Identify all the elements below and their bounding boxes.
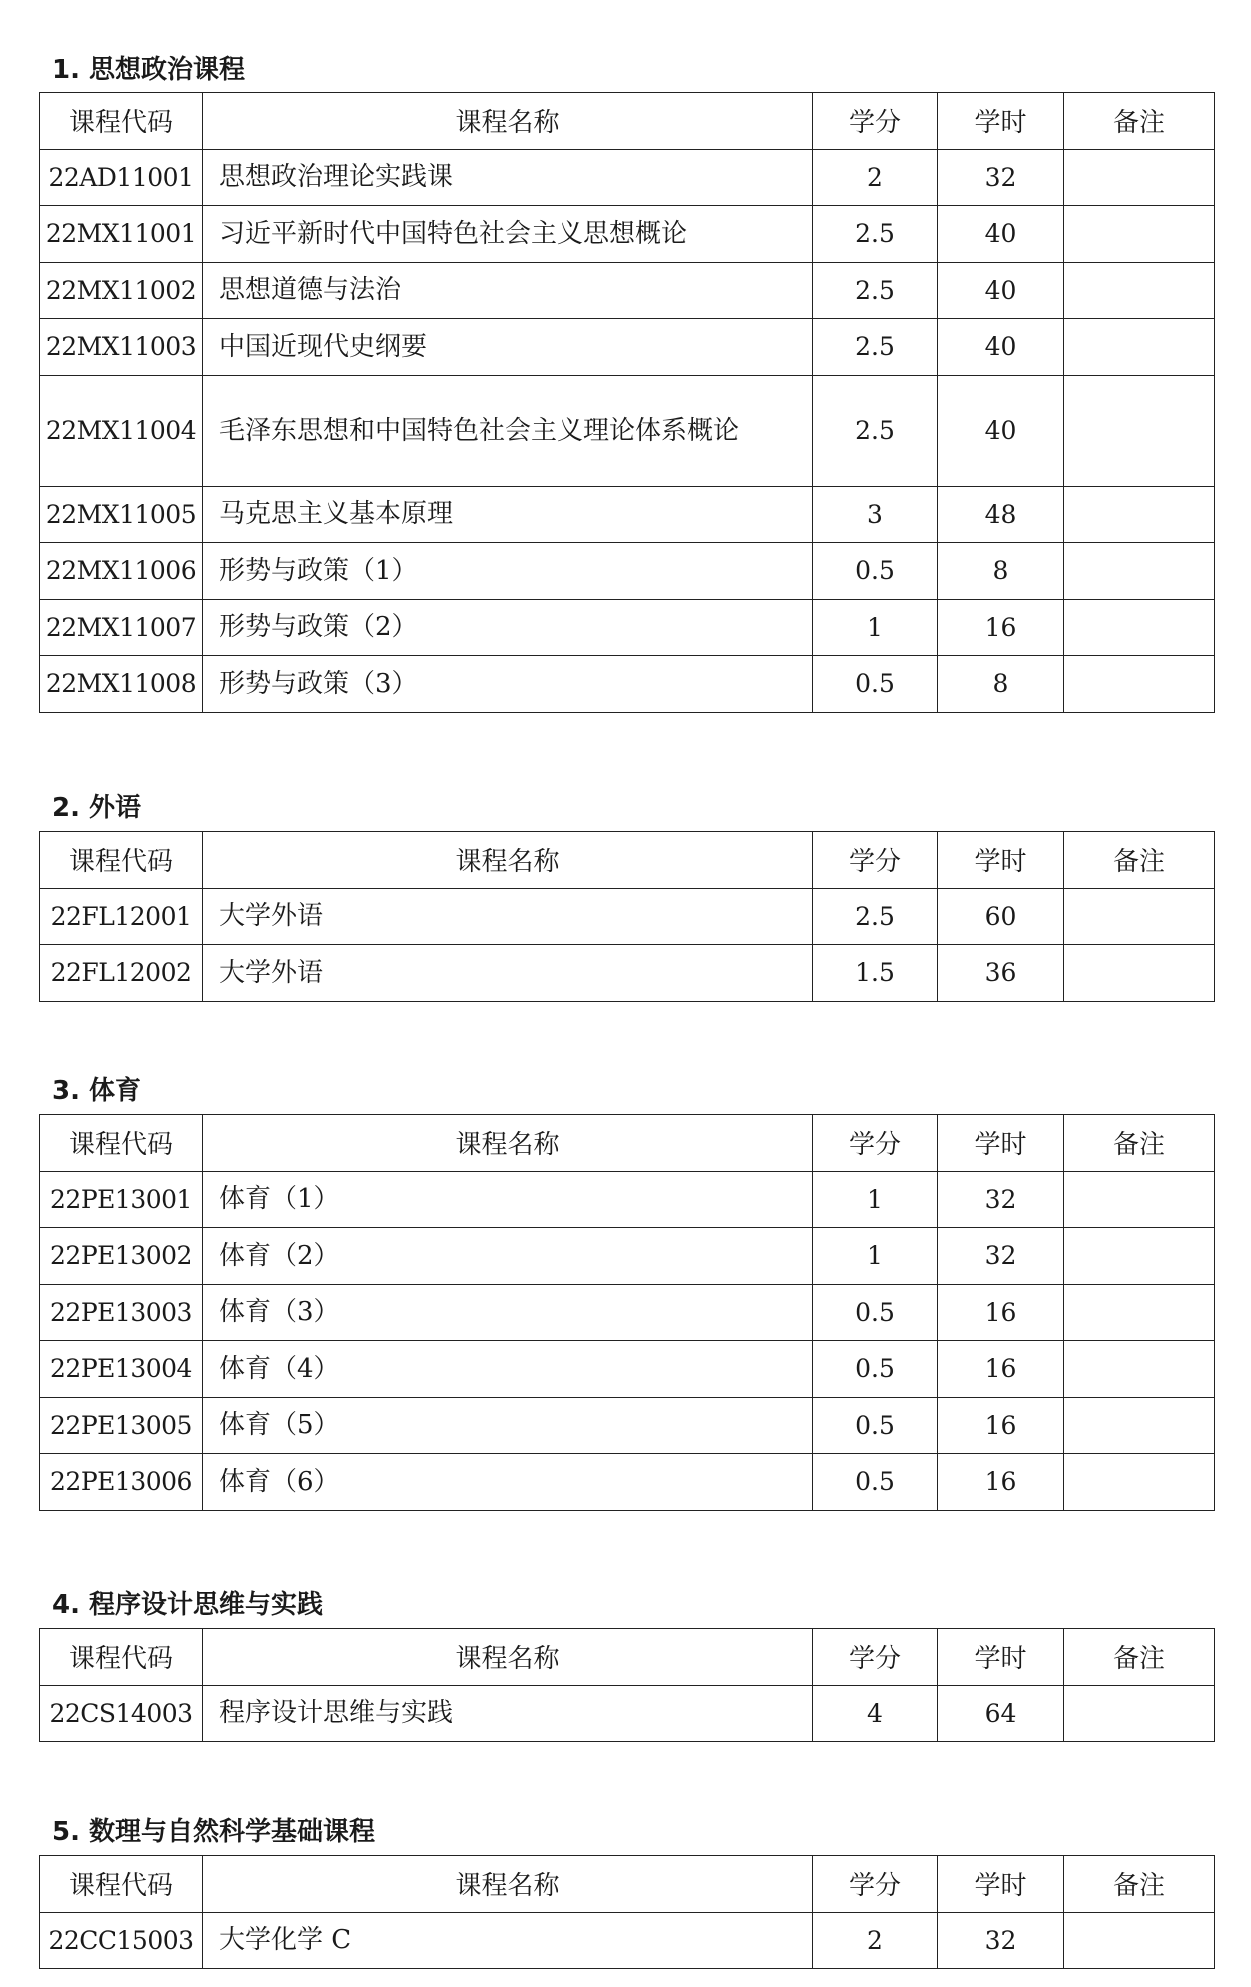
course-hours: 16 <box>938 1284 1064 1341</box>
course-note <box>1064 1171 1215 1228</box>
course-code: 22PE13002 <box>40 1228 203 1285</box>
header-course-name: 课程名称 <box>203 93 813 150</box>
header-course-code: 课程代码 <box>40 93 203 150</box>
table-row <box>40 1454 1215 1511</box>
section-title: 5. 数理与自然科学基础课程 <box>52 1817 376 1847</box>
course-note <box>1064 1912 1215 1969</box>
course-note <box>1064 945 1215 1002</box>
course-code: 22CC15003 <box>40 1912 203 1969</box>
course-credit: 0.5 <box>813 1454 938 1511</box>
course-note <box>1064 1454 1215 1511</box>
course-note <box>1064 1284 1215 1341</box>
course-name: 思想道德与法治 <box>203 262 813 319</box>
course-code: 22PE13005 <box>40 1397 203 1454</box>
header-hours: 学时 <box>938 832 1064 889</box>
course-credit: 3 <box>813 486 938 543</box>
course-name: 大学外语 <box>203 945 813 1002</box>
table-row <box>40 1228 1215 1285</box>
section-title: 4. 程序设计思维与实践 <box>52 1590 324 1620</box>
course-note <box>1064 656 1215 713</box>
table-row <box>40 888 1215 945</box>
course-name: 马克思主义基本原理 <box>203 486 813 543</box>
table-row <box>40 206 1215 263</box>
course-note <box>1064 888 1215 945</box>
header-hours: 学时 <box>938 1629 1064 1686</box>
section-title: 3. 体育 <box>52 1076 142 1106</box>
table-row <box>40 149 1215 206</box>
course-name: 体育（2） <box>203 1228 813 1285</box>
course-hours: 48 <box>938 486 1064 543</box>
header-note: 备注 <box>1064 1115 1215 1172</box>
table-row <box>40 599 1215 656</box>
course-hours: 8 <box>938 543 1064 600</box>
course-code: 22FL12002 <box>40 945 203 1002</box>
course-hours: 32 <box>938 1171 1064 1228</box>
course-note <box>1064 486 1215 543</box>
table-row <box>40 945 1215 1002</box>
course-name: 中国近现代史纲要 <box>203 319 813 376</box>
course-note <box>1064 262 1215 319</box>
course-code: 22MX11007 <box>40 599 203 656</box>
course-hours: 16 <box>938 1454 1064 1511</box>
course-code: 22MX11005 <box>40 486 203 543</box>
course-note <box>1064 1397 1215 1454</box>
table-row <box>40 656 1215 713</box>
course-credit: 0.5 <box>813 1397 938 1454</box>
course-note <box>1064 1228 1215 1285</box>
course-name: 形势与政策（3） <box>203 656 813 713</box>
table-header-row <box>40 93 1215 150</box>
course-hours: 64 <box>938 1685 1064 1742</box>
course-hours: 40 <box>938 206 1064 263</box>
course-note <box>1064 375 1215 486</box>
course-hours: 8 <box>938 656 1064 713</box>
course-credit: 2 <box>813 149 938 206</box>
header-course-name: 课程名称 <box>203 832 813 889</box>
course-credit: 0.5 <box>813 543 938 600</box>
header-course-code: 课程代码 <box>40 832 203 889</box>
course-name: 大学外语 <box>203 888 813 945</box>
table-header-row <box>40 1115 1215 1172</box>
course-credit: 4 <box>813 1685 938 1742</box>
course-code: 22FL12001 <box>40 888 203 945</box>
course-name: 体育（1） <box>203 1171 813 1228</box>
course-name: 形势与政策（2） <box>203 599 813 656</box>
course-code: 22MX11004 <box>40 375 203 486</box>
course-credit: 1 <box>813 599 938 656</box>
course-code: 22MX11008 <box>40 656 203 713</box>
table-row <box>40 375 1215 486</box>
course-name: 体育（4） <box>203 1341 813 1398</box>
course-credit: 2.5 <box>813 888 938 945</box>
course-code: 22PE13003 <box>40 1284 203 1341</box>
course-code: 22MX11003 <box>40 319 203 376</box>
table-header-row <box>40 1629 1215 1686</box>
header-hours: 学时 <box>938 1856 1064 1913</box>
course-note <box>1064 1341 1215 1398</box>
course-credit: 2.5 <box>813 262 938 319</box>
course-code: 22MX11006 <box>40 543 203 600</box>
course-code: 22PE13006 <box>40 1454 203 1511</box>
course-note <box>1064 319 1215 376</box>
header-note: 备注 <box>1064 93 1215 150</box>
course-code: 22MX11002 <box>40 262 203 319</box>
course-name: 体育（3） <box>203 1284 813 1341</box>
course-name: 体育（5） <box>203 1397 813 1454</box>
course-note <box>1064 206 1215 263</box>
course-note <box>1064 543 1215 600</box>
course-note <box>1064 1685 1215 1742</box>
header-note: 备注 <box>1064 832 1215 889</box>
course-table-programming <box>39 1628 1215 1742</box>
table-row <box>40 1912 1215 1969</box>
header-hours: 学时 <box>938 1115 1064 1172</box>
course-table-science <box>39 1855 1215 1969</box>
course-name: 毛泽东思想和中国特色社会主义理论体系概论 <box>203 375 813 486</box>
course-name: 体育（6） <box>203 1454 813 1511</box>
course-code: 22CS14003 <box>40 1685 203 1742</box>
table-row <box>40 1341 1215 1398</box>
course-credit: 2.5 <box>813 375 938 486</box>
course-table-language <box>39 831 1215 1002</box>
course-hours: 16 <box>938 1397 1064 1454</box>
header-course-code: 课程代码 <box>40 1629 203 1686</box>
header-credit: 学分 <box>813 832 938 889</box>
table-row <box>40 1397 1215 1454</box>
course-credit: 0.5 <box>813 1341 938 1398</box>
course-hours: 40 <box>938 262 1064 319</box>
course-hours: 40 <box>938 319 1064 376</box>
header-note: 备注 <box>1064 1629 1215 1686</box>
course-hours: 32 <box>938 1228 1064 1285</box>
table-header-row <box>40 832 1215 889</box>
table-row <box>40 1284 1215 1341</box>
course-hours: 40 <box>938 375 1064 486</box>
table-row <box>40 543 1215 600</box>
course-hours: 16 <box>938 1341 1064 1398</box>
course-credit: 0.5 <box>813 1284 938 1341</box>
course-credit: 2.5 <box>813 206 938 263</box>
header-credit: 学分 <box>813 93 938 150</box>
course-name: 程序设计思维与实践 <box>203 1685 813 1742</box>
table-row <box>40 486 1215 543</box>
course-name: 习近平新时代中国特色社会主义思想概论 <box>203 206 813 263</box>
course-credit: 1 <box>813 1228 938 1285</box>
header-credit: 学分 <box>813 1115 938 1172</box>
course-code: 22MX11001 <box>40 206 203 263</box>
header-course-code: 课程代码 <box>40 1115 203 1172</box>
header-credit: 学分 <box>813 1629 938 1686</box>
course-credit: 1.5 <box>813 945 938 1002</box>
course-note <box>1064 599 1215 656</box>
course-hours: 36 <box>938 945 1064 1002</box>
course-hours: 16 <box>938 599 1064 656</box>
header-credit: 学分 <box>813 1856 938 1913</box>
course-code: 22PE13004 <box>40 1341 203 1398</box>
header-hours: 学时 <box>938 93 1064 150</box>
header-course-name: 课程名称 <box>203 1629 813 1686</box>
header-course-name: 课程名称 <box>203 1856 813 1913</box>
section-title: 1. 思想政治课程 <box>52 55 246 85</box>
course-note <box>1064 149 1215 206</box>
course-credit: 2.5 <box>813 319 938 376</box>
header-course-name: 课程名称 <box>203 1115 813 1172</box>
course-hours: 60 <box>938 888 1064 945</box>
header-note: 备注 <box>1064 1856 1215 1913</box>
table-row <box>40 1171 1215 1228</box>
table-row <box>40 262 1215 319</box>
table-header-row <box>40 1856 1215 1913</box>
course-name: 思想政治理论实践课 <box>203 149 813 206</box>
course-name: 形势与政策（1） <box>203 543 813 600</box>
table-row <box>40 319 1215 376</box>
course-credit: 0.5 <box>813 656 938 713</box>
course-hours: 32 <box>938 149 1064 206</box>
header-course-code: 课程代码 <box>40 1856 203 1913</box>
section-title: 2. 外语 <box>52 793 142 823</box>
course-table-politics <box>39 92 1215 713</box>
course-code: 22PE13001 <box>40 1171 203 1228</box>
course-code: 22AD11001 <box>40 149 203 206</box>
course-table-pe <box>39 1114 1215 1511</box>
course-credit: 2 <box>813 1912 938 1969</box>
course-hours: 32 <box>938 1912 1064 1969</box>
table-row <box>40 1685 1215 1742</box>
course-name: 大学化学 C <box>203 1912 813 1969</box>
course-credit: 1 <box>813 1171 938 1228</box>
